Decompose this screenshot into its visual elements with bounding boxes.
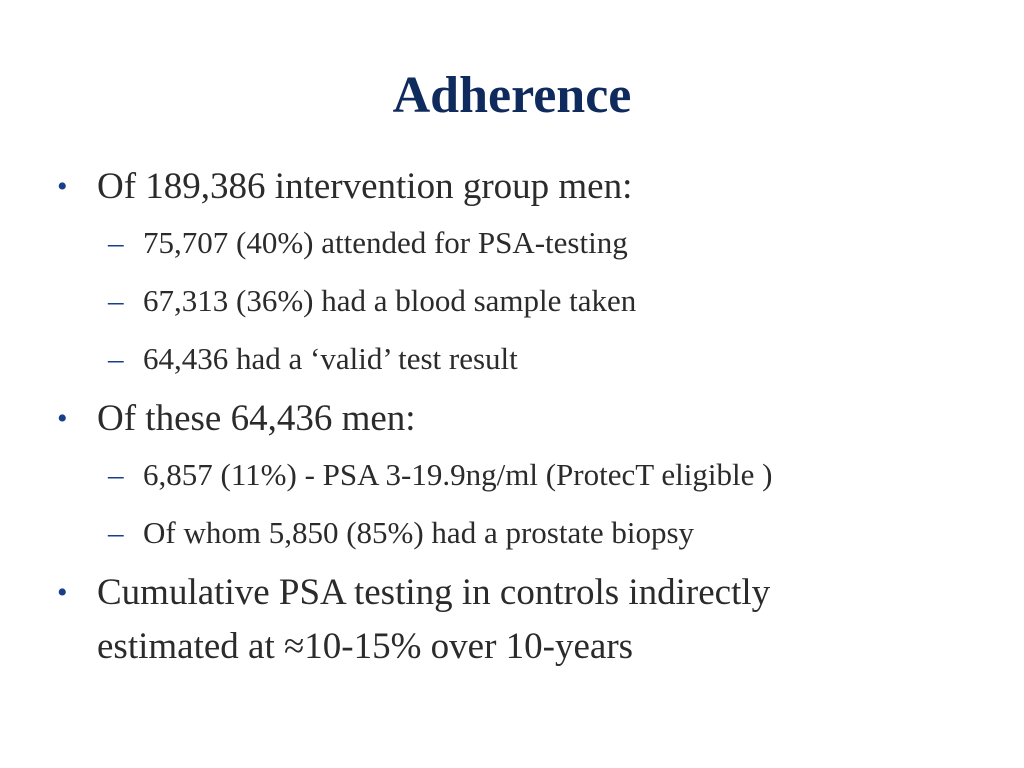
bullet-dot-icon: • — [57, 576, 68, 609]
slide-title: Adherence — [392, 67, 632, 124]
bullet-text: Of these 64,436 men: — [97, 398, 416, 439]
sub-item-text: Of whom 5,850 (85%) had a prostate biopsy — [143, 515, 695, 550]
sub-item — [0, 214, 1024, 272]
dash-icon: – — [108, 341, 124, 376]
bullet-dot-icon: • — [57, 402, 68, 435]
dash-icon: – — [108, 283, 124, 318]
sub-item-text: 75,707 (40%) attended for PSA-testing — [143, 225, 628, 260]
bullet-item — [0, 160, 1024, 214]
sub-item-text: 64,436 had a ‘valid’ test result — [143, 341, 518, 376]
bullet-item — [0, 392, 1024, 446]
bullet-dot-icon: • — [57, 170, 68, 203]
dash-icon: – — [108, 225, 124, 260]
sub-item-text: 67,313 (36%) had a blood sample taken — [143, 283, 637, 318]
sub-item — [0, 446, 1024, 504]
bullet-text-line-2: estimated at ≈10-15% over 10-years — [97, 626, 634, 667]
bullet-text-line-1: Cumulative PSA testing in controls indirectly — [97, 572, 771, 613]
sub-item — [0, 272, 1024, 330]
dash-icon: – — [108, 515, 124, 550]
dash-icon: – — [108, 457, 124, 492]
bullet-item — [0, 566, 1024, 674]
slide-content — [0, 160, 1024, 674]
sub-item — [0, 330, 1024, 388]
sub-item-text: 6,857 (11%) - PSA 3-19.9ng/ml (ProtecT eligible ) — [143, 457, 773, 492]
sub-item — [0, 504, 1024, 562]
bullet-text: Of 189,386 intervention group men: — [97, 166, 633, 207]
